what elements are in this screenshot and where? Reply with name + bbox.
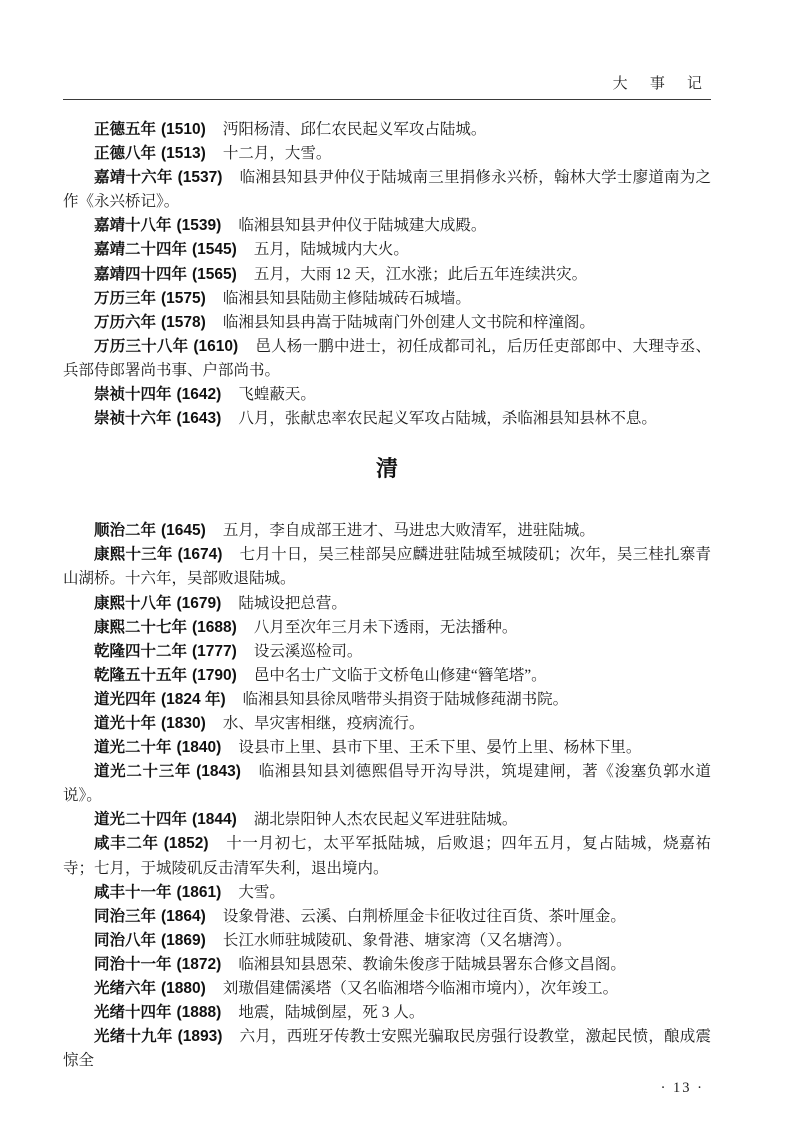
chronicle-entry <box>63 1001 711 1025</box>
year-label: (1777) <box>192 642 237 660</box>
era-label: 咸丰二年 <box>94 835 159 853</box>
year-label: (1844) <box>192 811 237 829</box>
entry-text: 设县市上里、县市下里、王禾下里、晏竹上里、杨林下里。 <box>238 739 642 757</box>
chronicle-entry <box>63 383 711 407</box>
year-label: (1643) <box>176 410 222 428</box>
chronicle-entry <box>63 263 711 287</box>
chronicle-entry <box>63 118 711 142</box>
entry-text: 十二月，大雪。 <box>222 145 332 163</box>
entry-text: 五月，李自成部王进才、马进忠大败清军，进驻陆城。 <box>222 522 595 540</box>
era-label: 万历三年 <box>94 289 157 307</box>
year-label: (1864) <box>161 907 206 925</box>
entry-text: 临湘县知县徐凤喈带头捐资于陆城修莼湖书院。 <box>242 690 569 708</box>
running-header-title: 大 事 记 <box>612 75 711 92</box>
year-label: (1679) <box>176 594 222 612</box>
entry-text: 五月，陆城城内大火。 <box>253 241 409 259</box>
year-label: (1872) <box>176 955 222 973</box>
page-content <box>63 74 711 1097</box>
chronicle-entry <box>63 166 711 214</box>
era-label: 嘉靖二十四年 <box>94 241 188 259</box>
chronicle-entry <box>63 808 711 832</box>
chronicle-entry <box>63 592 711 616</box>
year-label: (1824 年) <box>161 690 226 708</box>
era-label: 康熙二十七年 <box>94 618 188 636</box>
year-label: (1537) <box>177 169 223 187</box>
era-label: 道光四年 <box>94 690 157 708</box>
chronicle-entry <box>63 142 711 166</box>
era-label: 康熙十三年 <box>94 546 173 564</box>
chronicle-entry <box>63 736 711 760</box>
era-label: 正德五年 <box>94 121 157 138</box>
year-label: (1674) <box>177 546 223 564</box>
chronicle-entry <box>63 407 711 431</box>
year-label: (1545) <box>192 241 237 259</box>
chronicle-entry <box>63 977 711 1001</box>
entry-text: 六月，西班牙传教士安熙光骗取民房强行设教堂，激起民愤，酿成震惊全 <box>63 1028 711 1070</box>
era-label: 崇祯十四年 <box>94 386 172 404</box>
entry-text: 八月，张献忠率农民起义军攻占陆城，杀临湘县知县林不息。 <box>238 410 657 428</box>
era-label: 咸丰十一年 <box>94 883 172 901</box>
section-ming-entries <box>63 118 711 431</box>
entry-text: 邑中名士广文临于文桥龟山修建“簪笔塔”。 <box>253 666 547 684</box>
era-label: 同治三年 <box>94 907 157 925</box>
entry-text: 飞蝗蔽天。 <box>238 386 316 404</box>
year-label: (1642) <box>176 386 222 404</box>
entry-text: 七月十日，吴三桂部吴应麟进驻陆城至城陵矶；次年，吴三桂扎寨青山湖桥。十六年，吴部败退陆城。 <box>63 546 711 588</box>
year-label: (1539) <box>176 217 222 235</box>
chronicle-entry <box>63 905 711 929</box>
era-label: 光绪十四年 <box>94 1004 172 1022</box>
era-label: 嘉靖十六年 <box>94 169 173 187</box>
era-label: 崇祯十六年 <box>94 410 172 428</box>
chronicle-entry <box>63 214 711 238</box>
entry-text: 临湘县知县尹仲仪于陆城南三里捐修永兴桥，翰林大学士廖道南为之作《永兴桥记》。 <box>63 169 711 211</box>
chronicle-entry <box>63 519 711 543</box>
entry-text: 长江水师驻城陵矶、象骨港、塘家湾（又名塘湾）。 <box>222 931 572 949</box>
year-label: (1790) <box>192 666 237 684</box>
entry-text: 沔阳杨清、邱仁农民起义军攻占陆城。 <box>222 121 487 138</box>
entry-text: 刘璈倡建儒溪塔（又名临湘塔今临湘市境内），次年竣工。 <box>222 980 619 997</box>
chronicle-entry <box>63 335 711 383</box>
entry-text: 陆城设把总营。 <box>238 594 347 612</box>
era-label: 顺治二年 <box>94 522 157 540</box>
entry-text: 邑人杨一鹏中进士，初任成都司礼，后历任吏部郎中、大理寺丞、兵部侍郎署尚书事、户部尚书。 <box>63 337 711 379</box>
entry-text: 临湘县知县恩荣、教谕朱俊彦于陆城县署东合修文昌阁。 <box>238 955 626 973</box>
era-label: 道光二十三年 <box>94 763 192 781</box>
entry-text: 临湘县知县陆勋主修陆城砖石城墙。 <box>222 289 471 307</box>
chronicle-entry <box>63 543 711 591</box>
entry-text: 八月至次年三月未下透雨，无法播种。 <box>253 618 518 636</box>
chronicle-entry <box>63 287 711 311</box>
year-label: (1852) <box>163 835 209 853</box>
era-label: 道光二十年 <box>94 739 172 757</box>
entry-text: 设象骨港、云溪、白荆桥厘金卡征收过往百货、茶叶厘金。 <box>222 907 626 925</box>
year-label: (1645) <box>161 522 206 540</box>
chronicle-entry <box>63 238 711 262</box>
chronicle-entry <box>63 688 711 712</box>
year-label: (1565) <box>192 265 237 283</box>
era-label: 同治十一年 <box>94 955 172 973</box>
era-label: 万历三十八年 <box>94 337 189 355</box>
era-label: 正德八年 <box>94 145 157 163</box>
chronicle-entry <box>63 929 711 953</box>
entry-text: 设云溪巡检司。 <box>253 642 363 660</box>
entry-text: 临湘县知县尹仲仪于陆城建大成殿。 <box>238 217 487 235</box>
year-label: (1893) <box>177 1028 223 1046</box>
header-rule <box>63 99 711 100</box>
era-label: 道光十年 <box>94 714 157 732</box>
era-label: 康熙十八年 <box>94 594 172 612</box>
year-label: (1830) <box>161 714 206 732</box>
chronicle-entry <box>63 881 711 905</box>
chronicle-entry <box>63 640 711 664</box>
entry-text: 十一月初七，太平军抵陆城，后败退；四年五月，复占陆城，烧嘉祐寺；七月，于城陵矶反击清军失利，退出境内。 <box>63 835 711 877</box>
chronicle-entry <box>63 1025 711 1073</box>
era-label: 乾隆五十五年 <box>94 666 188 684</box>
chronicle-entry <box>63 832 711 880</box>
entry-text: 地震，陆城倒屋，死 3 人。 <box>238 1004 425 1022</box>
chronicle-entry <box>63 760 711 808</box>
era-label: 万历六年 <box>94 313 157 331</box>
chronicle-entry <box>63 311 711 335</box>
era-label: 同治八年 <box>94 931 157 949</box>
era-label: 乾隆四十二年 <box>94 642 188 660</box>
era-label: 光绪十九年 <box>94 1028 173 1046</box>
entry-text: 五月，大雨 12 天，江水涨；此后五年连续洪灾。 <box>253 265 588 283</box>
year-label: (1513) <box>161 145 206 163</box>
entry-text: 临湘县知县刘德熙倡导开沟导洪，筑堤建闸，著《浚塞负郭水道说》。 <box>63 763 711 805</box>
page-number: · 13 · <box>660 1080 704 1097</box>
era-label: 道光二十四年 <box>94 811 188 829</box>
year-label: (1610) <box>193 337 239 355</box>
year-label: (1510) <box>161 121 206 138</box>
year-label: (1840) <box>176 739 222 757</box>
year-label: (1861) <box>176 883 222 901</box>
chronicle-entry <box>63 712 711 736</box>
entry-text: 大雪。 <box>238 883 285 901</box>
era-label: 嘉靖四十四年 <box>94 265 188 283</box>
year-label: (1869) <box>161 931 206 949</box>
year-label: (1843) <box>196 763 241 781</box>
era-label: 光绪六年 <box>94 980 157 997</box>
year-label: (1880) <box>161 980 206 997</box>
chronicle-entry <box>63 616 711 640</box>
section-heading-qing: 清 <box>375 456 398 482</box>
year-label: (1578) <box>161 313 206 331</box>
entry-text: 水、旱灾害相继，疫病流行。 <box>222 714 425 732</box>
chronicle-entry <box>63 953 711 977</box>
entry-text: 湖北崇阳钟人杰农民起义军进驻陆城。 <box>253 811 518 829</box>
year-label: (1888) <box>176 1004 222 1022</box>
year-label: (1688) <box>192 618 237 636</box>
year-label: (1575) <box>161 289 206 307</box>
section-qing-entries <box>63 519 711 1073</box>
entry-text: 临湘县知县冉嵩于陆城南门外创建人文书院和梓潼阁。 <box>222 313 595 331</box>
chronicle-entry <box>63 664 711 688</box>
era-label: 嘉靖十八年 <box>94 217 172 235</box>
